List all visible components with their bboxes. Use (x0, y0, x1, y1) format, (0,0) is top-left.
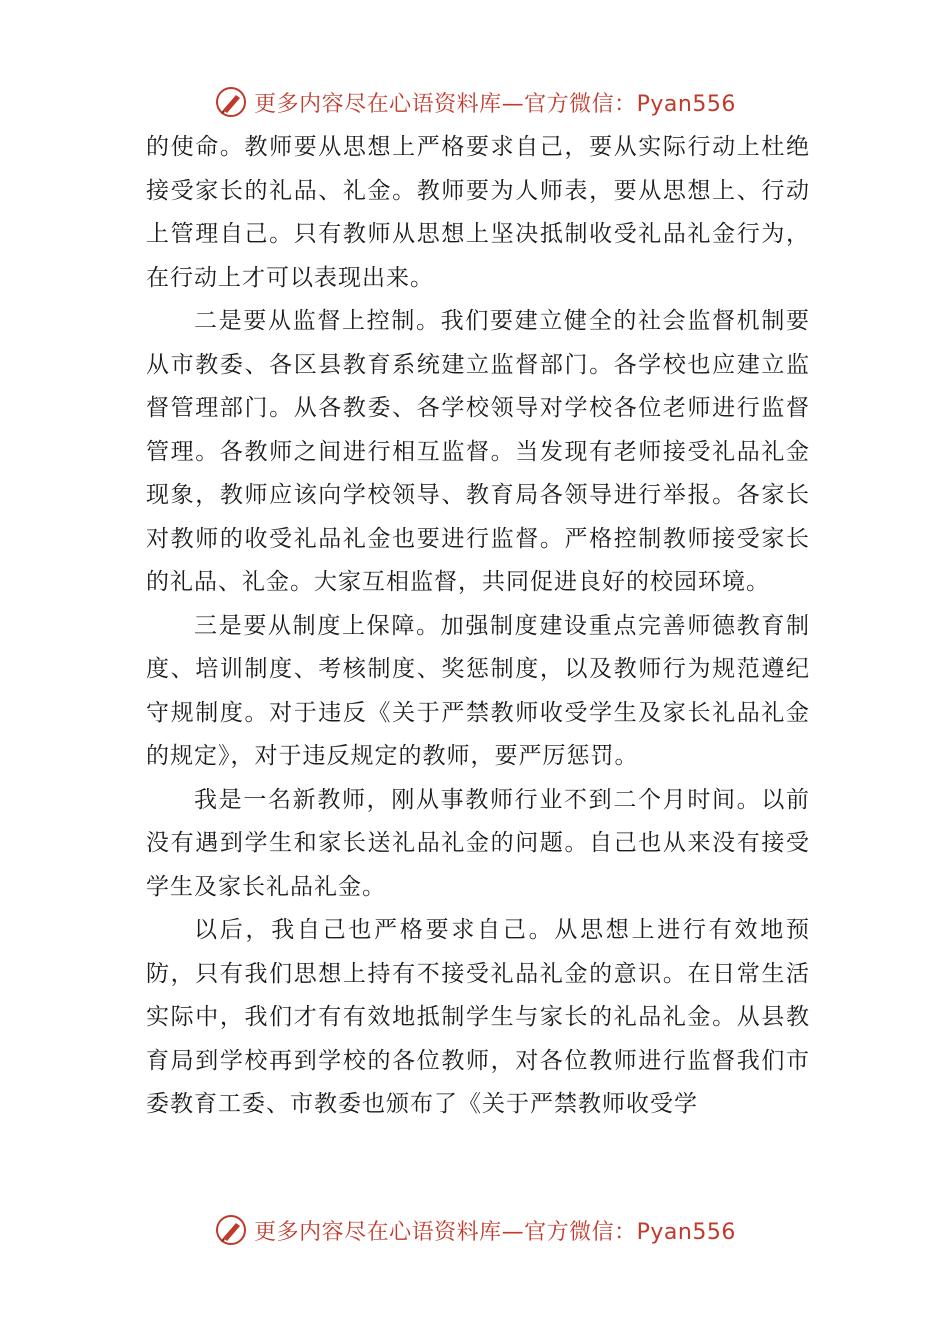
pen-logo-icon (214, 85, 248, 119)
paragraph-2: 二是要从监督上控制。我们要建立健全的社会监督机制要从市教委、各区县教育系统建立监督部门。各学校也应建立监督管理部门。从各教委、各学校领导对学校各位老师进行监督管理。各教师之间进行相互监督。当发现有老师接受礼品礼金现象，教师应该向学校领导、教育局各领导进行举报。各家长对教师的收受礼品礼金也要进行监督。严格控制教师接受家长的礼品、礼金。大家互相监督，共同促进良好的校园环境。 (146, 308, 810, 595)
header-banner-text: 更多内容尽在心语资料库—官方微信：Pyan556 (254, 91, 736, 117)
paragraph-1: 的使命。教师要从思想上严格要求自己，要从实际行动上杜绝接受家长的礼品、礼金。教师要为人师表，要从思想上、行动上管理自己。只有教师从思想上坚决抵制收受礼品礼金行为，在行动上才可以表现出来。 (146, 134, 810, 291)
footer-banner (0, 1210, 950, 1250)
footer-banner-text: 更多内容尽在心语资料库—官方微信：Pyan556 (254, 1219, 736, 1245)
paragraph-4: 我是一名新教师，刚从事教师行业不到二个月时间。以前没有遇到学生和家长送礼品礼金的问题。自己也从来没有接受学生及家长礼品礼金。 (146, 786, 810, 900)
document-body (146, 126, 810, 1127)
pen-logo-icon (214, 1213, 248, 1247)
paragraph-3: 三是要从制度上保障。加强制度建设重点完善师德教育制度、培训制度、考核制度、奖惩制度，以及教师行为规范遵纪守规制度。对于违反《关于严禁教师收受学生及家长礼品礼金的规定》，对于违反规定的教师，要严厉惩罚。 (146, 612, 810, 769)
paragraph-5: 以后，我自己也严格要求自己。从思想上进行有效地预防，只有我们思想上持有不接受礼品礼金的意识。在日常生活实际中，我们才有有效地抵制学生与家长的礼品礼金。从县教育局到学校再到学校的各位教师，对各位教师进行监督我们市委教育工委、市教委也颁布了《关于严禁教师收受学 (146, 917, 810, 1117)
header-banner (0, 82, 950, 122)
